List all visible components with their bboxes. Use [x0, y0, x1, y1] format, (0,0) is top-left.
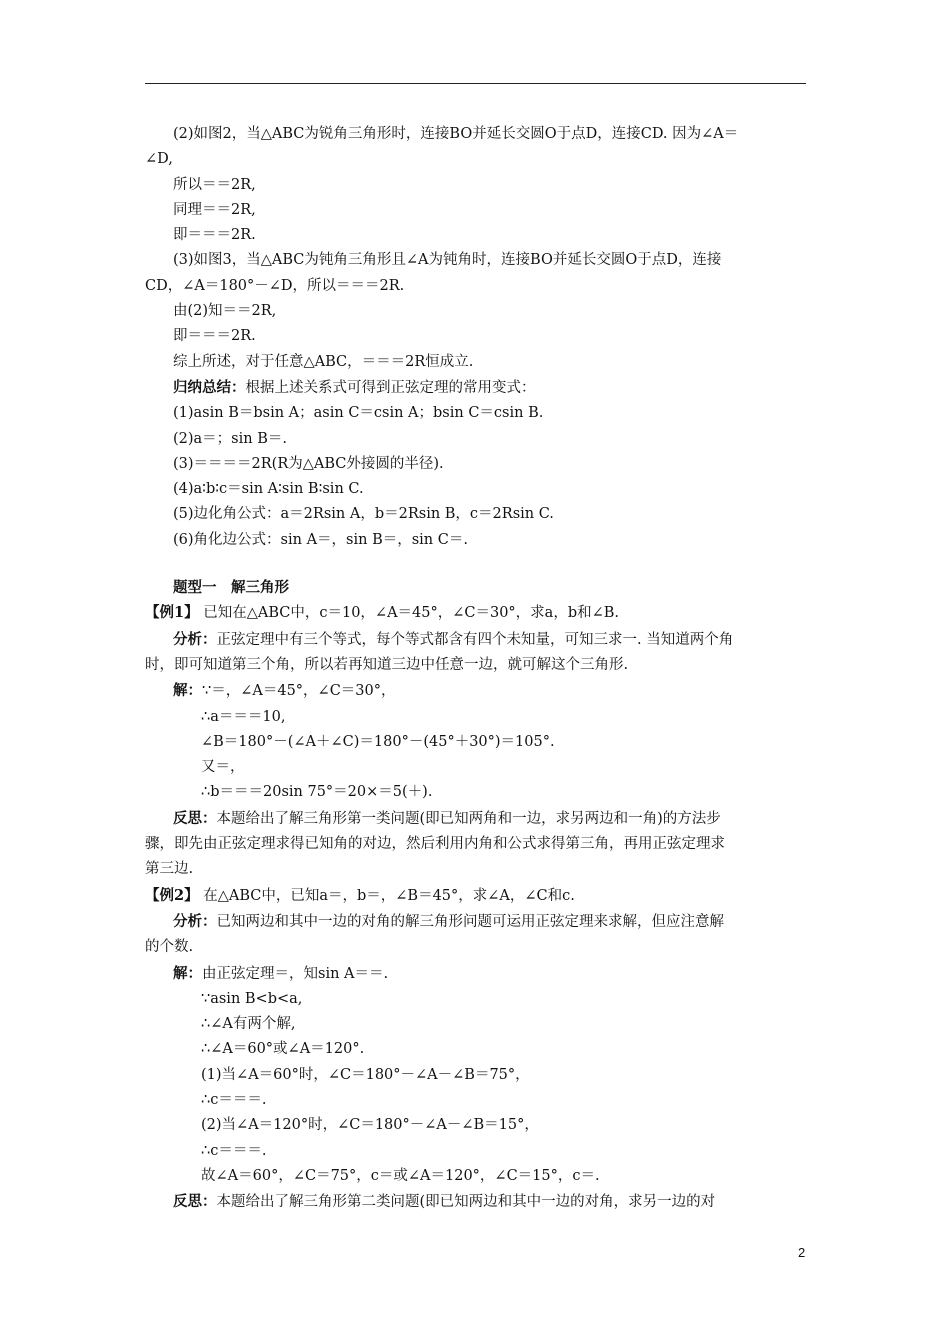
summary-item: (1)asin B＝bsin A；asin C＝csin A；bsin C＝csin B.: [173, 405, 544, 422]
solution-text: ∵＝，∠A＝45°，∠C＝30°，: [202, 683, 396, 700]
solution-line: ∠B＝180°－(∠A＋∠C)＝180°－(45°＋30°)＝105°.: [201, 733, 555, 750]
solution-label: 解：: [173, 964, 202, 982]
reflection-text: 本题给出了解三角形第一类问题(即已知两角和一边，求另两边和一角)的方法步: [216, 810, 721, 827]
example-2-reflection: [145, 1189, 806, 1215]
analysis-text: 正弦定理中有三个等式，每个等式都含有四个未知量，可知三求一. 当知道两个角: [216, 631, 734, 648]
text-line: 骤，即先由正弦定理求得已知角的对边，然后利用内角和公式求得第三角，再用正弦定理求: [145, 836, 725, 853]
analysis-label: 分析：: [173, 630, 217, 648]
spacer: [145, 553, 806, 575]
solution-line: ∴∠A有两个解,: [201, 1016, 296, 1033]
analysis-label: 分析：: [173, 912, 217, 930]
solution-line: ∴∠A＝60°或∠A＝120°.: [201, 1041, 365, 1058]
solution-line: (1)当∠A＝60°时，∠C＝180°－∠A－∠B＝75°，: [201, 1066, 530, 1083]
text-line: 由(2)知＝＝2R,: [173, 303, 277, 320]
example-2-analysis: [145, 909, 806, 935]
solution-line: ∴a＝＝＝10,: [201, 708, 286, 725]
page-body: [145, 122, 806, 1215]
analysis-text: 已知两边和其中一边的对角的解三角形问题可运用正弦定理来求解，但应注意解: [216, 913, 724, 930]
solution-line: ∴c＝＝＝.: [201, 1142, 267, 1159]
text-line: 时，即可知道第三个角，所以若再知道三边中任意一边，就可解这个三角形.: [145, 656, 629, 673]
solution-line: ∴b＝＝＝20sin 75°＝20×＝5(＋).: [201, 784, 433, 801]
example-1-solution: [145, 678, 806, 704]
solution-line: 故∠A＝60°，∠C＝75°，c＝或∠A＝120°，∠C＝15°，c＝.: [201, 1167, 600, 1184]
text-line: 综上所述，对于任意△ABC，＝＝＝2R恒成立.: [173, 353, 474, 370]
summary-label: 归纳总结：: [173, 378, 246, 396]
text-line: (3)如图3，当△ABC为钝角三角形且∠A为钝角时，连接BO并延长交圆O于点D，连接: [173, 252, 722, 269]
example-1-label: 【例1】: [145, 604, 199, 622]
section-title: 题型一 解三角形: [173, 579, 289, 597]
summary-item: (5)边化角公式：a＝2Rsin A，b＝2Rsin B，c＝2Rsin C.: [173, 506, 554, 523]
example-1-reflection: [145, 806, 806, 832]
solution-line: ∴c＝＝＝.: [201, 1091, 267, 1108]
example-2-question: [145, 883, 806, 909]
example-1-analysis: [145, 627, 806, 653]
summary-item: (6)角化边公式：sin A＝，sin B＝，sin C＝.: [173, 531, 468, 548]
solution-line: 又＝，: [201, 759, 245, 776]
solution-text: 由正弦定理＝，知sin A＝＝.: [202, 965, 389, 982]
text-line: 的个数.: [145, 939, 194, 956]
solution-label: 解：: [173, 682, 202, 700]
text-line: CD，∠A＝180°－∠D，所以＝＝＝2R.: [145, 277, 405, 294]
text-line: 同理＝＝2R,: [173, 201, 256, 218]
summary-item: (3)＝＝＝＝2R(R为△ABC外接圆的半径).: [173, 455, 444, 472]
solution-line: ∵asin B<b<a,: [201, 990, 303, 1007]
example-1-text: 已知在△ABC中，c＝10，∠A＝45°，∠C＝30°，求a，b和∠B.: [198, 605, 620, 622]
example-1-question: [145, 600, 806, 626]
text-line: (2)如图2，当△ABC为锐角三角形时，连接BO并延长交圆O于点D，连接CD. 因为∠A＝: [173, 126, 739, 142]
text-line: 即＝＝＝2R.: [173, 328, 256, 345]
reflection-label: 反思：: [173, 809, 217, 827]
example-2-text: 在△ABC中，已知a＝，b＝，∠B＝45°，求∠A，∠C和c.: [198, 887, 575, 904]
text-line: ∠D,: [145, 151, 173, 168]
text-line: 所以＝＝2R,: [173, 176, 256, 193]
reflection-label: 反思：: [173, 1193, 217, 1211]
summary-item: (4)a∶b∶c＝sin A∶sin B∶sin C.: [173, 481, 364, 498]
example-2-label: 【例2】: [145, 886, 199, 904]
page-number: 2: [798, 1245, 806, 1260]
text-line: 第三边.: [145, 861, 194, 878]
solution-line: (2)当∠A＝120°时，∠C＝180°－∠A－∠B＝15°，: [201, 1117, 539, 1134]
header-rule: [145, 83, 806, 84]
summary-text: 根据上述关系式可得到正弦定理的常用变式：: [245, 379, 536, 396]
example-2-solution: [145, 961, 806, 987]
summary-heading: [145, 375, 806, 401]
summary-item: (2)a＝；sin B＝.: [173, 430, 287, 447]
reflection-text: 本题给出了解三角形第二类问题(即已知两边和其中一边的对角，求另一边的对: [216, 1194, 716, 1211]
text-line: 即＝＝＝2R.: [173, 227, 256, 244]
